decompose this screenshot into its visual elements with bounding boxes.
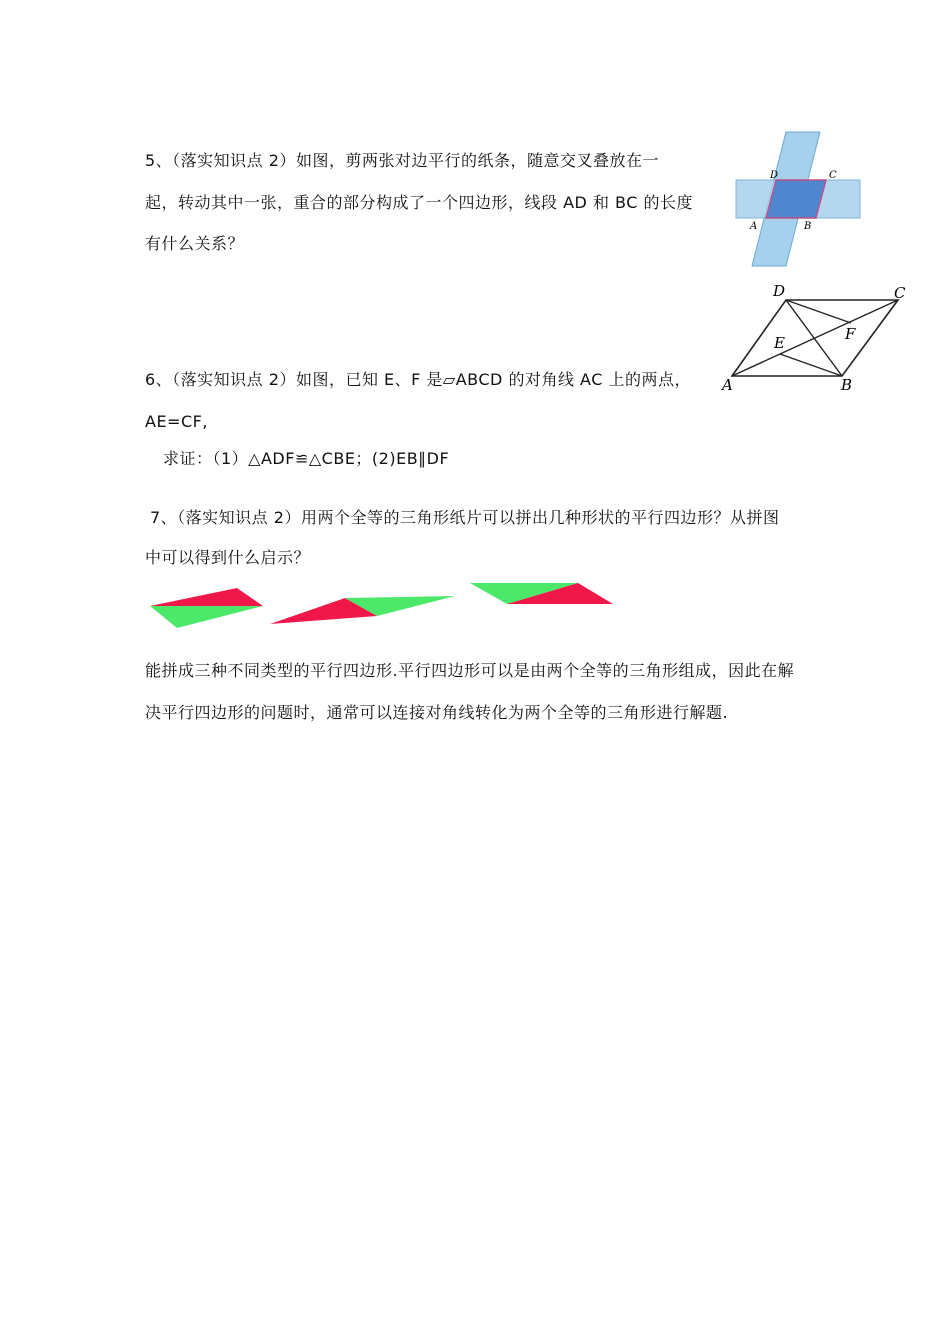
p6-text-line-3: 求证：（1）△ADF≌△CBE；(2)EB∥DF	[163, 449, 450, 468]
p6-text-line-2: AE=CF,	[145, 412, 208, 431]
p5-text-line-3: 有什么关系？	[145, 234, 245, 253]
p7-text-line-2: 中可以得到什么启示？	[145, 548, 311, 567]
p5-text-line-1: 5、（落实知识点 2）如图，剪两张对边平行的纸条，随意交叉叠放在一	[145, 151, 659, 170]
p6-label-c: C	[894, 284, 906, 302]
p6-text-line-1: 6、（落实知识点 2）如图，已知 E、F 是▱ABCD 的对角线 AC 上的两点，	[145, 370, 691, 389]
p5-label-b: B	[804, 221, 812, 232]
p6-label-d: D	[773, 282, 786, 300]
p7-triangle-tiling-figures	[145, 578, 625, 630]
p7-text-line-1: 7、（落实知识点 2）用两个全等的三角形纸片可以拼出几种形状的平行四边形？从拼图	[150, 508, 780, 527]
p6-label-e: E	[774, 334, 785, 352]
p6-label-b: B	[841, 376, 853, 394]
p6-diagonal-ac	[732, 300, 898, 376]
p5-crossed-strips-figure	[728, 128, 868, 270]
p5-text-line-2: 起，转动其中一张，重合的部分构成了一个四边形，线段 AD 和 BC 的长度	[145, 193, 693, 212]
p5-overlap-quadrilateral	[766, 180, 826, 218]
p7-answer-line-1: 能拼成三种不同类型的平行四边形.平行四边形可以是由两个全等的三角形组成，因此在解	[145, 661, 795, 680]
p5-label-a: A	[750, 221, 758, 232]
p6-parallelogram-figure	[710, 280, 910, 396]
p5-label-c: C	[829, 170, 837, 181]
p6-label-a: A	[722, 376, 733, 394]
p5-label-d: D	[770, 170, 779, 181]
p6-segment-eb	[780, 354, 842, 376]
p6-diagonal-bd	[786, 300, 842, 376]
p7-figure1-red-triangle	[150, 588, 263, 606]
p7-figure1-green-triangle	[150, 606, 263, 628]
p7-answer-line-2: 决平行四边形的问题时，通常可以连接对角线转化为两个全等的三角形进行解题.	[145, 703, 729, 722]
p6-label-f: F	[845, 325, 856, 343]
p6-segment-df	[786, 300, 851, 323]
